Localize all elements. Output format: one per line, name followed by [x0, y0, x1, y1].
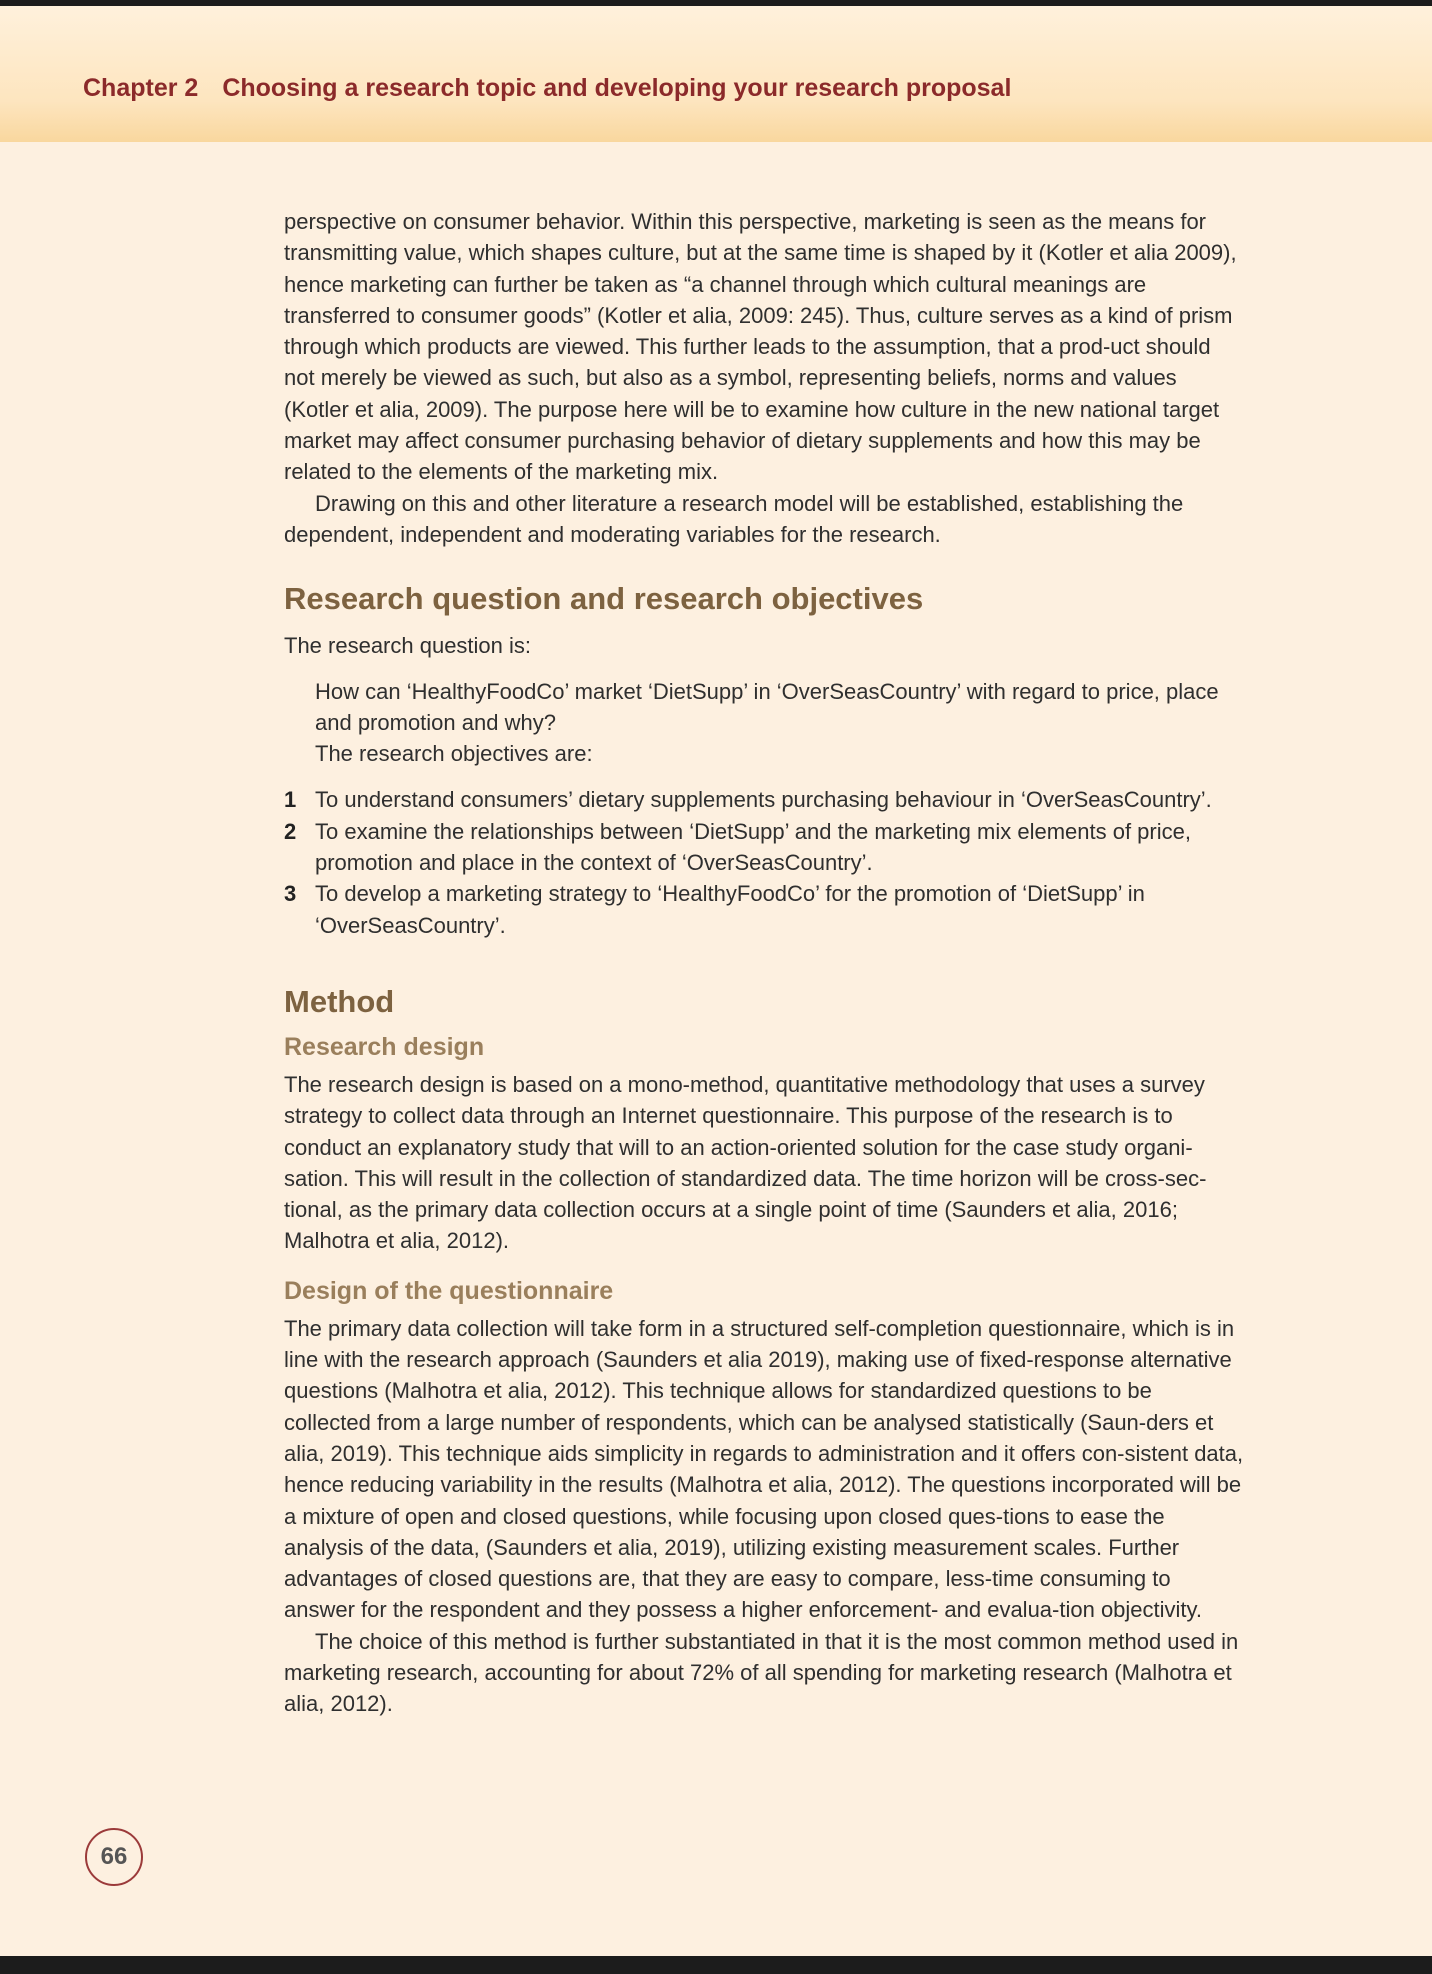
intro-paragraph-continued: Drawing on this and other literature a research model will be established, establishing the dependent, independent and moderating variables for the research. — [284, 490, 1184, 547]
chapter-title: Choosing a research topic and developing your research proposal — [222, 74, 1012, 102]
list-number: 2 — [284, 818, 297, 844]
list-item-text: To understand consumers’ dietary supplements purchasing behaviour in ‘OverSeasCountry’. — [315, 787, 1212, 813]
chapter-label: Chapter 2 — [83, 74, 199, 102]
chapter-header — [83, 74, 1011, 103]
page-body — [284, 206, 1244, 1720]
list-number: 3 — [284, 881, 297, 907]
intro-paragraph: perspective on consumer behavior. Within this perspective, marketing is seen as the means for transmitting value, which shapes culture, but at the same time is shaped by it (Kotler et alia 2009), hence marketing can further be taken as “a channel through which cultural meanings are transferred to consumer goods” (Kotler et alia, 2009: 245). Thus, culture serves as a kind of prism through which products are viewed. This further leads to the assumption, that a prod-uct should not merely be viewed as such, but also as a symbol, representing beliefs, norms and values (Kotler et alia, 2009). The purpose here will be to examine how culture in the new national target market may affect consumer purchasing behavior of dietary supplements and how this may be related to the elements of the marketing mix. — [284, 209, 1237, 485]
research-question-heading: Research question and research objectives — [284, 581, 924, 617]
research-objectives-list — [284, 784, 1244, 940]
questionnaire-design-paragraph: The primary data collection will take form in a structured self-completion questionnaire, which is in line with the research approach (Saunders et alia 2019), making use of fixed-response alternative questions (Malhotra et alia, 2012). This technique allows for standardized questions to be collected from a large number of respondents, which can be analysed statistically (Saun-ders et alia, 2019). This technique aids simplicity in regards to administration and it offers con-sistent data, hence reducing variability in the results (Malhotra et alia, 2012). The questions incorporated will be a mixture of open and closed questions, while focusing upon closed ques-tions to ease the analysis of the data, (Saunders et alia, 2019), utilizing existing measurement scales. Further advantages of closed questions are, that they are easy to compare, less-time consuming to answer for the respondent and they possess a higher enforcement- and evalua-tion objectivity. — [284, 1315, 1244, 1623]
list-item-text: To examine the relationships between ‘DietSupp’ and the marketing mix elements of price, promotion and place in the context of ‘OverSeasCountry’. — [315, 818, 1191, 876]
list-number: 1 — [284, 787, 297, 813]
research-design-heading: Research design — [284, 1032, 485, 1061]
research-question: How can ‘HealthyFoodCo’ market ‘DietSupp’ in ‘OverSeasCountry’ with regard to price, place and promotion and why? — [315, 678, 1219, 735]
research-objectives-lead: The research objectives are: — [315, 741, 593, 767]
bottom-border — [0, 1956, 1432, 1974]
questionnaire-design-paragraph-continued: The choice of this method is further substantiated in that it is the most common method used in marketing research, accounting for about 72% of all spending for marketing research (Malhotra et alia, 2012). — [284, 1628, 1239, 1717]
list-item — [284, 784, 1244, 815]
research-design-paragraph: The research design is based on a mono-method, quantitative methodology that uses a survey strategy to collect data through an Internet questionnaire. This purpose of the research is to conduct an explanatory study that will to an action-oriented solution for the case study organi-sation. This will result in the collection of standardized data. The time horizon will be cross-sec-tional, as the primary data collection occurs at a single point of time (Saunders et alia, 2016; Malhotra et alia, 2012). — [284, 1071, 1207, 1254]
list-item — [284, 878, 1244, 941]
list-item — [284, 816, 1244, 879]
research-question-lead: The research question is: — [284, 633, 532, 659]
questionnaire-design-heading: Design of the questionnaire — [284, 1276, 614, 1305]
page-number-badge: 66 — [85, 1828, 143, 1886]
list-item-text: To develop a marketing strategy to ‘HealthyFoodCo’ for the promotion of ‘DietSupp’ in ‘OverSeasCountry’. — [315, 881, 1145, 938]
method-heading: Method — [284, 983, 395, 1019]
research-question-block — [284, 676, 1244, 770]
